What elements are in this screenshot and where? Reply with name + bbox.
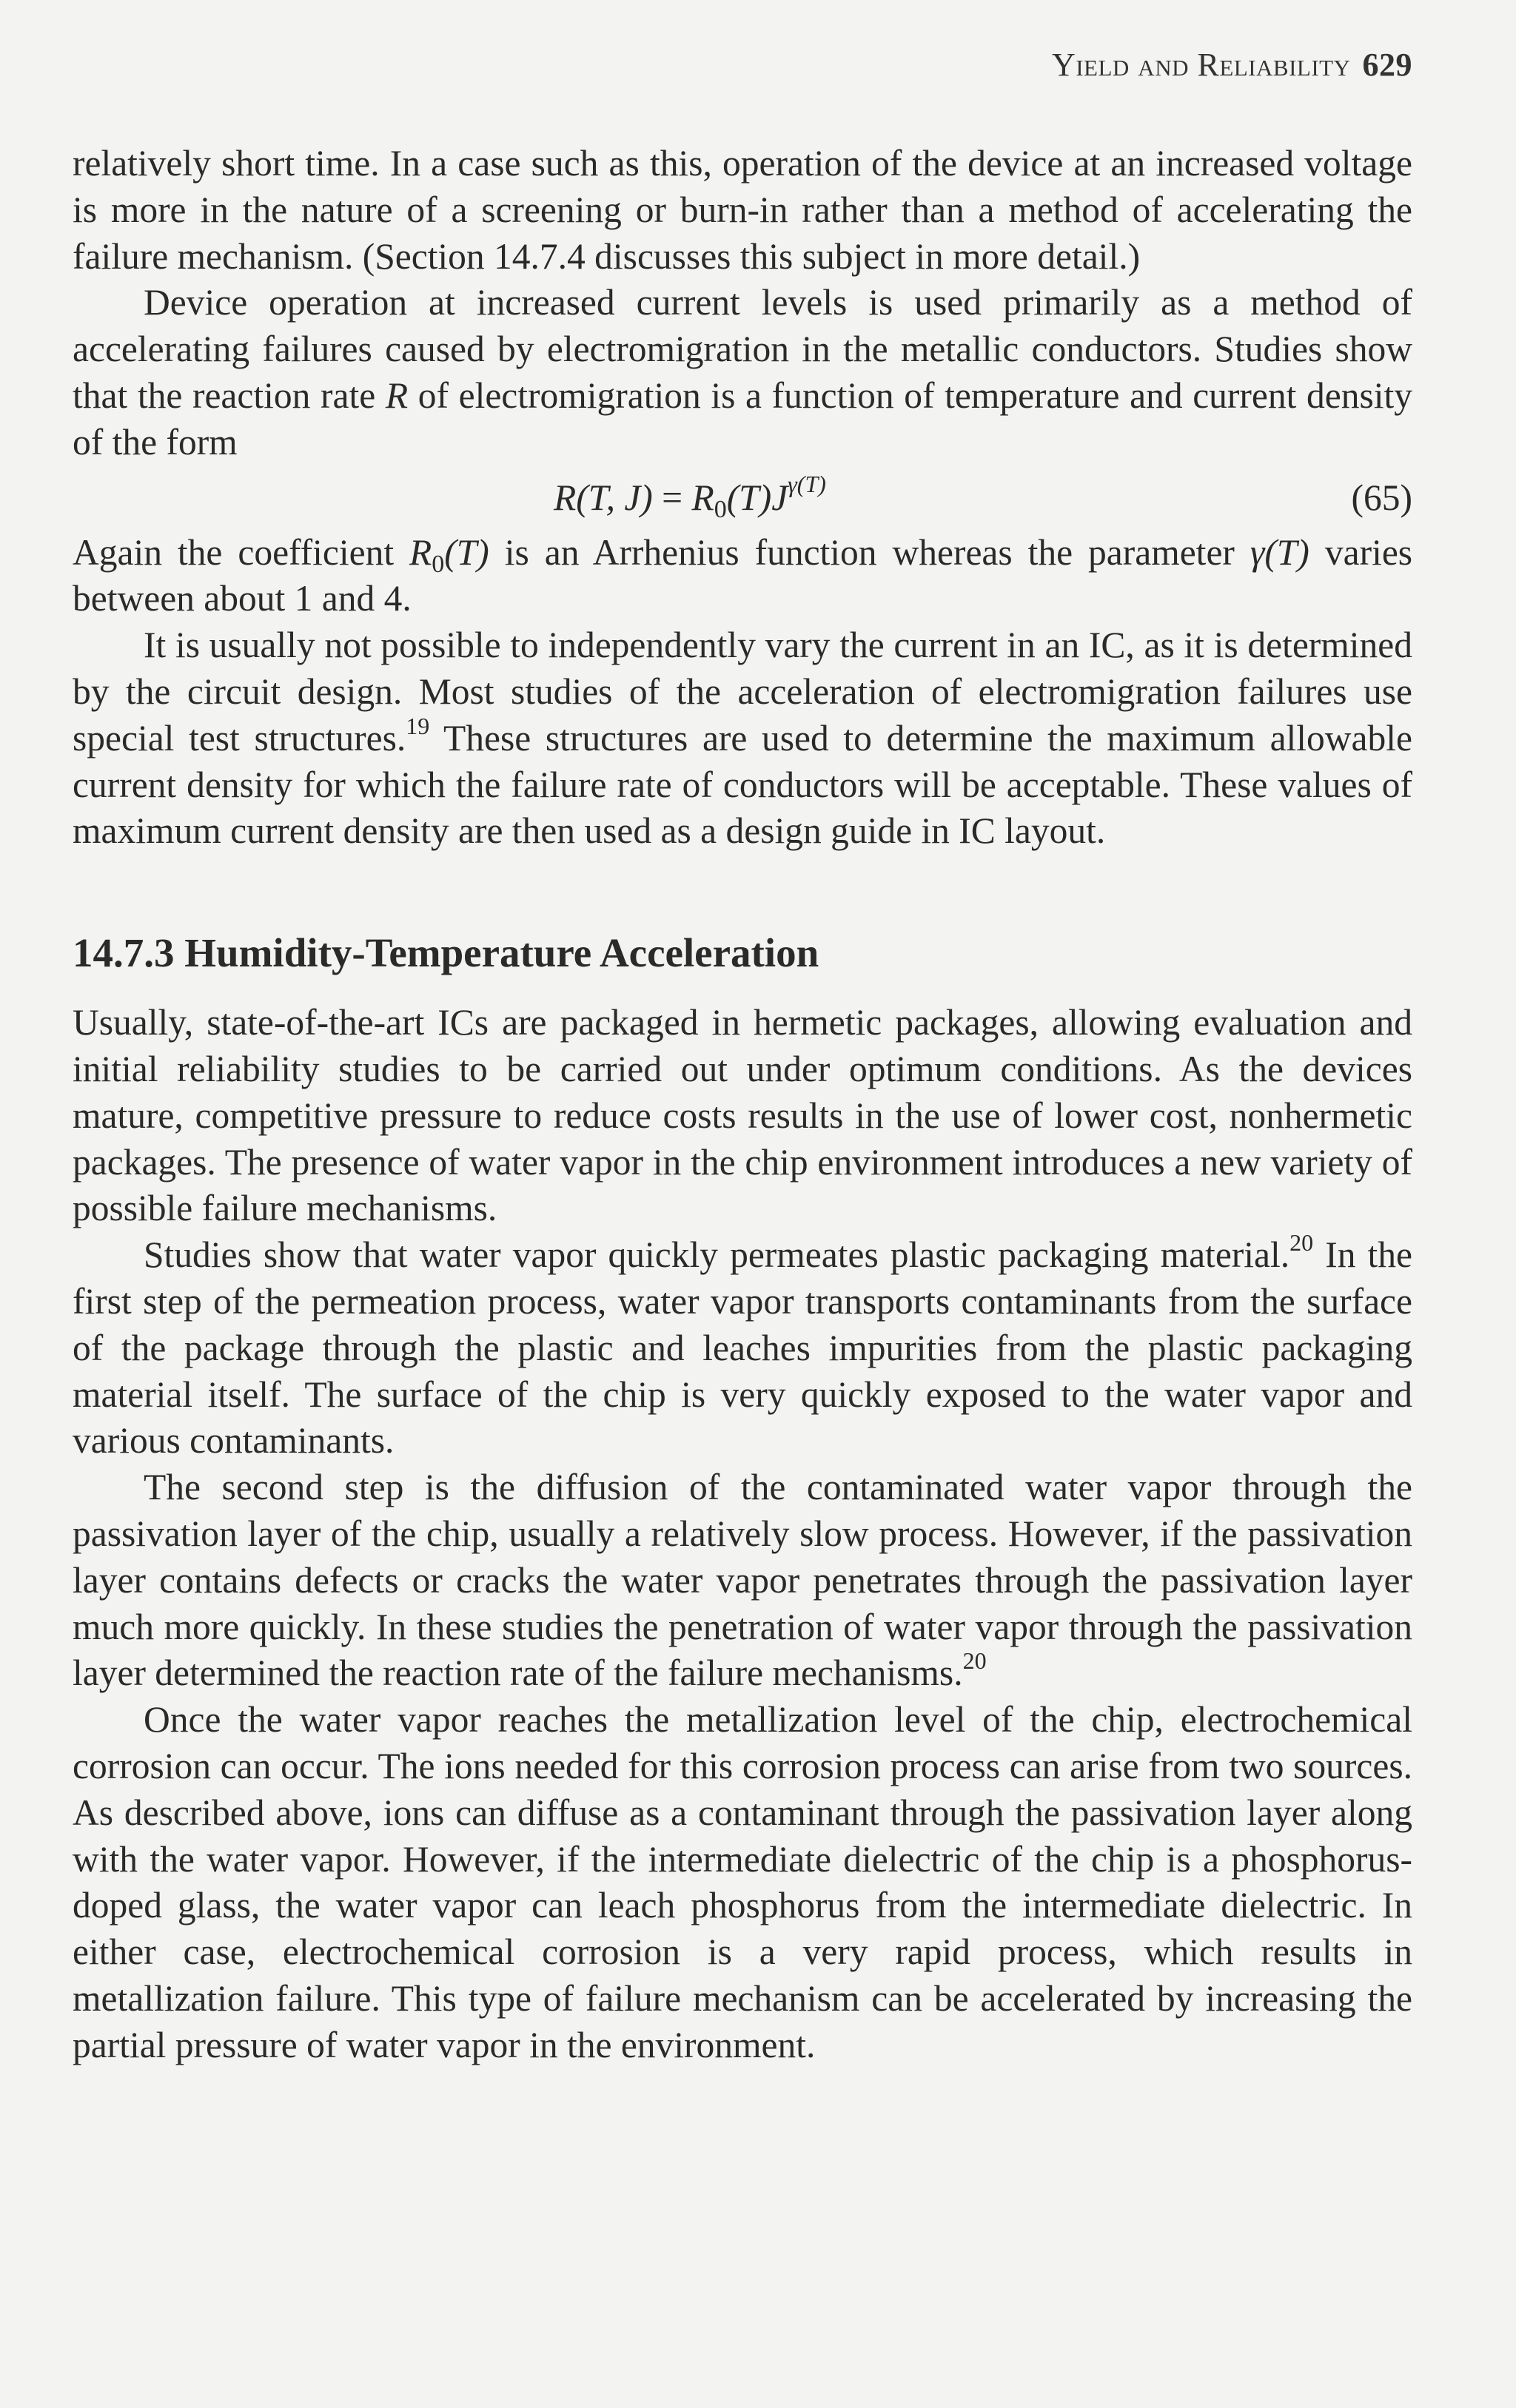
paragraph-1: relatively short time. In a case such as this, operation of the device at an increased voltage is more in the nature of a screening or burn-in rather than a method of accelerating the failure mechanism. (Section 14.7.4 discusses this subject in more detail.) xyxy=(73,143,1412,277)
paragraph-4: It is usually not possible to independently vary the current in an IC, as it is determined by the circuit design. Most studies of the acceleration of electromigration failures use special test structures.$^{19}$ These structures are used to determine the maximum allowable current density for which the failure rate of conductors will be acceptable. These values of maximum current density are then used as a design guide in IC layout. xyxy=(73,625,1412,852)
equation-65 xyxy=(73,469,1412,527)
paragraph-2: Device operation at increased current levels is used primarily as a method of accelerating failures caused by electromigration in the metallic conductors. Studies show that the reaction rate R of electromigration is a function of temperature and current density of the form xyxy=(73,282,1412,463)
equation-number: (65) xyxy=(1351,477,1412,518)
paragraph-5: Usually, state-of-the-art ICs are packaged in hermetic packages, allowing evaluation and initial reliability studies to be carried out under optimum conditions. As the devices mature, competitive pressure to reduce costs results in the use of lower cost, nonhermetic packages. The presence of water vapor in the chip environment introduces a new variety of possible failure mechanisms. xyxy=(73,1002,1412,1229)
citation-20: 20 xyxy=(962,1647,987,1675)
variable-r: R xyxy=(385,374,409,416)
equation-body: R(T, $J) = R_0(T)J^{\gamma(T)}$ xyxy=(554,470,826,523)
paragraph-3: Again the coefficient $R_0(T)$ is an Arrhenius function whereas the parameter γ(T) varies between about 1 and 4. xyxy=(73,531,1413,619)
paragraph-6: Studies show that water vapor quickly permeates plastic packaging material.$^{20}$ In the first step of the permeation process, water vapor transports contaminants from the surface of the package through the plastic and leaches impurities from the plastic packaging material itself. The surface of the chip is very quickly exposed to the water vapor and various contaminants. xyxy=(73,1229,1413,1462)
paragraph-7: The second step is the diffusion of the contaminated water vapor through the passivation layer of the chip, usually a relatively slow process. However, if the passivation layer contains defects or cracks the water vapor penetrates through the passivation layer much more quickly. In these studies the penetration of water vapor through the passivation layer determined the reaction rate of the failure mechanisms.$^{20}$ xyxy=(73,1467,1412,1694)
body-text xyxy=(73,141,1412,2068)
citation-19: 19 xyxy=(406,712,430,739)
citation-20: 20 xyxy=(1289,1229,1314,1257)
section-heading: 14.7.3 Humidity-Temperature Acceleration xyxy=(73,930,819,976)
paragraph-8: Once the water vapor reaches the metallization level of the chip, electrochemical corrosion can occur. The ions needed for this corrosion process can arise from two sources. As described above, ions can diffuse as a contaminant through the passivation layer along with the water vapor. However, if the intermediate dielectric of the chip is a phosphorus-doped glass, the water vapor can leach phosphorus from the intermediate dielectric. In either case, electrochemical corrosion is a very rapid process, which results in metallization failure. This type of failure mechanism can be accelerated by increasing the partial pressure of water vapor in the environment. xyxy=(73,1699,1412,2065)
running-head xyxy=(1052,46,1412,84)
page-number: 629 xyxy=(1362,47,1412,83)
running-head-title: Yield and Reliability xyxy=(1051,47,1351,83)
